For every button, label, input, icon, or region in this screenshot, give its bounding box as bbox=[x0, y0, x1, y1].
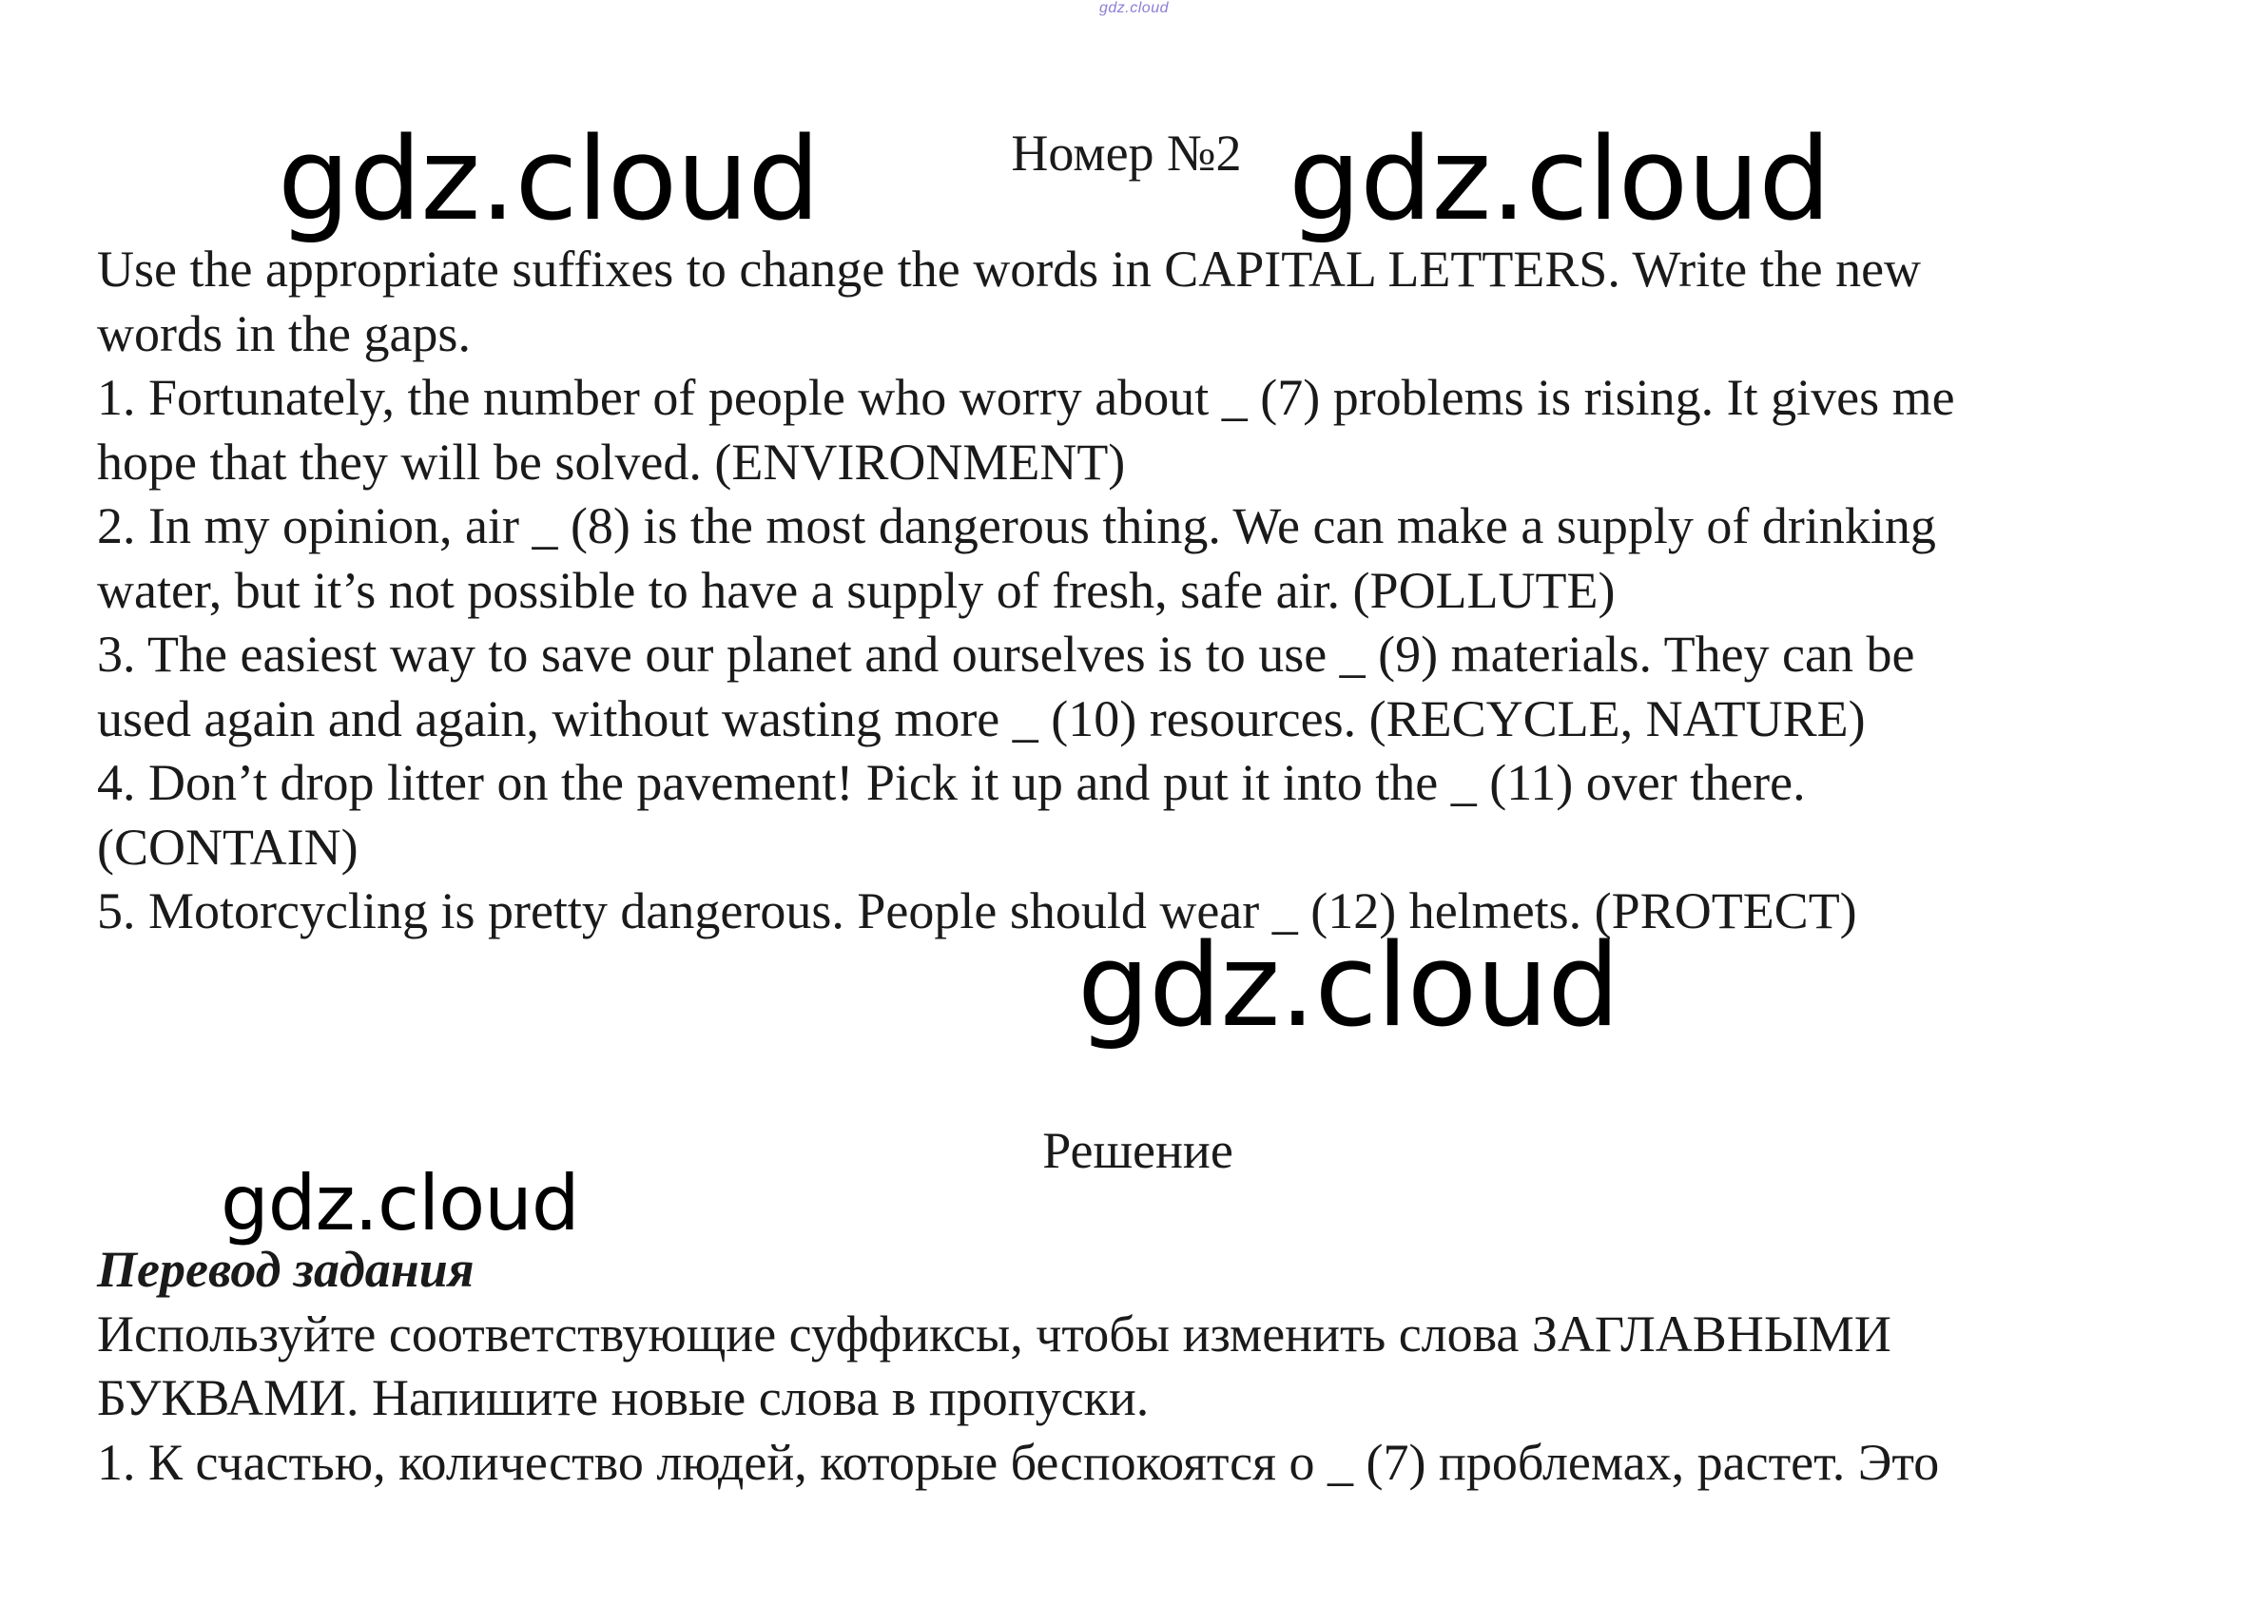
instruction-line: Use the appropriate suffixes to change the words in CAPITAL LETTERS. Write the new bbox=[97, 241, 1922, 298]
watermark: gdz.cloud bbox=[278, 114, 820, 246]
item-line: 2. In my opinion, air _ (8) is the most dangerous thing. We can make a supply of drinking bbox=[97, 497, 1936, 554]
solution-line: Используйте соответствующие суффиксы, чтобы изменить слова ЗАГЛАВНЫМИ bbox=[97, 1305, 1891, 1363]
item-line: hope that they will be solved. (ENVIRONMENT) bbox=[97, 433, 1126, 491]
item-line: (CONTAIN) bbox=[97, 818, 359, 876]
task-text bbox=[97, 238, 2227, 944]
solution-line: 1. К счастью, количество людей, которые беспокоятся о _ (7) проблемах, растет. Это bbox=[97, 1433, 1940, 1491]
item-line: 5. Motorcycling is pretty dangerous. People should wear _ (12) helmets. (PROTECT) bbox=[97, 882, 1857, 939]
task-heading: Номер №2 bbox=[1011, 125, 1242, 182]
watermark: gdz.cloud bbox=[1289, 114, 1831, 246]
item-line: 3. The easiest way to save our planet and ourselves is to use _ (9) materials. They can be bbox=[97, 626, 1915, 683]
item-line: used again and again, without wasting more _ (10) resources. (RECYCLE, NATURE) bbox=[97, 689, 1866, 747]
solution-subtitle: Перевод задания bbox=[97, 1241, 475, 1298]
watermark: gdz.cloud bbox=[221, 1159, 579, 1247]
item-line: water, but it’s not possible to have a supply of fresh, safe air. (POLLUTE) bbox=[97, 561, 1616, 619]
instruction-line: words in the gaps. bbox=[97, 304, 471, 362]
solution-heading: Решение bbox=[1042, 1122, 1233, 1179]
solution-text bbox=[97, 1238, 2227, 1495]
solution-line: БУКВАМИ. Напишите новые слова в пропуски. bbox=[97, 1369, 1150, 1426]
site-mark: gdz.cloud bbox=[1099, 0, 1169, 16]
item-line: 4. Don’t drop litter on the pavement! Pick it up and put it into the _ (11) over there. bbox=[97, 754, 1806, 811]
item-line: 1. Fortunately, the number of people who worry about _ (7) problems is rising. It gives me bbox=[97, 369, 1955, 426]
watermark: gdz.cloud bbox=[1077, 920, 1619, 1053]
